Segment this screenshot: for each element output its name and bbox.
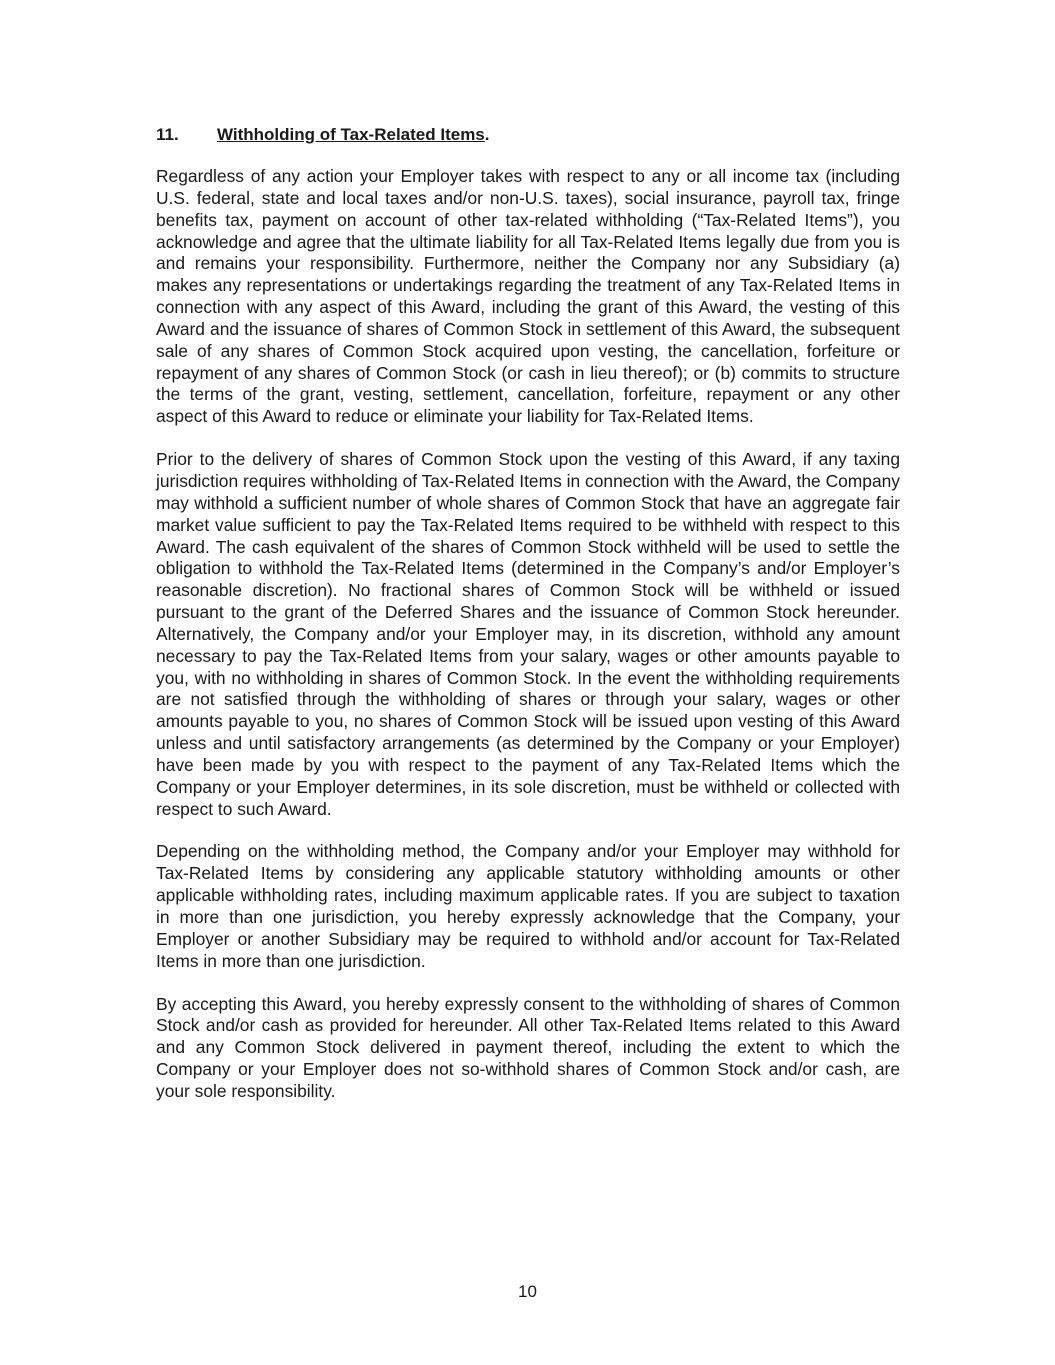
paragraph-consent: By accepting this Award, you hereby expressly consent to the withholding of shares of Common Stock and/or cash as provided for hereunder. All other Tax-Related Items related to this Award and any Common Stock delivered in payment thereof, including the extent to which the Company or your Employer does not so-withhold shares of Common Stock and/or cash, are your sole responsibility.	[156, 993, 900, 1101]
section-title-period: .	[484, 125, 490, 144]
section-title: Withholding of Tax-Related Items	[217, 125, 485, 144]
section-number: 11.	[156, 125, 179, 144]
section-heading	[156, 124, 900, 146]
paragraph-withholding-method: Depending on the withholding method, the Company and/or your Employer may withhold for Tax-Related Items by considering any applicable statutory withholding amounts or other applicable withholding rates, including maximum applicable rates. If you are subject to taxation in more than one jurisdiction, you hereby expressly acknowledge that the Company, your Employer or another Subsidiary may be required to withhold and/or account for Tax-Related Items in more than one jurisdiction.	[156, 841, 900, 971]
page-number: 10	[518, 1282, 537, 1301]
document-page	[156, 124, 900, 1124]
paragraph-share-withholding: Prior to the delivery of shares of Common Stock upon the vesting of this Award, if any taxing jurisdiction requires withholding of Tax-Related Items in connection with the Award, the Company may withhold a sufficient number of whole shares of Common Stock that have an aggregate fair market value sufficient to pay the Tax-Related Items required to be withheld with respect to this Award. The cash equivalent of the shares of Common Stock withheld will be used to settle the obligation to withhold the Tax-Related Items (determined in the Company’s and/or Employer’s reasonable discretion). No fractional shares of Common Stock will be withheld or issued pursuant to the grant of the Deferred Shares and the issuance of Common Stock hereunder. Alternatively, the Company and/or your Employer may, in its discretion, withhold any amount necessary to pay the Tax-Related Items from your salary, wages or other amounts payable to you, with no withholding in shares of Common Stock. In the event the withholding requirements are not satisfied through the withholding of shares or through your salary, wages or other amounts payable to you, no shares of Common Stock will be issued upon vesting of this Award unless and until satisfactory arrangements (as determined by the Company or your Employer) have been made by you with respect to the payment of any Tax-Related Items which the Company or your Employer determines, in its sole discretion, must be withheld or collected with respect to such Award.	[156, 449, 900, 819]
paragraph-tax-liability: Regardless of any action your Employer takes with respect to any or all income tax (including U.S. federal, state and local taxes and/or non-U.S. taxes), social insurance, payroll tax, fringe benefits tax, payment on account of other tax-related withholding (“Tax-Related Items”), you acknowledge and agree that the ultimate liability for all Tax-Related Items legally due from you is and remains your responsibility. Furthermore, neither the Company nor any Subsidiary (a) makes any representations or undertakings regarding the treatment of any Tax-Related Items in connection with any aspect of this Award, including the grant of this Award, the vesting of this Award and the issuance of shares of Common Stock in settlement of this Award, the subsequent sale of any shares of Common Stock acquired upon vesting, the cancellation, forfeiture or repayment of any shares of Common Stock (or cash in lieu thereof); or (b) commits to structure the terms of the grant, vesting, settlement, cancellation, forfeiture, repayment or any other aspect of this Award to reduce or eliminate your liability for Tax-Related Items.	[156, 166, 900, 427]
